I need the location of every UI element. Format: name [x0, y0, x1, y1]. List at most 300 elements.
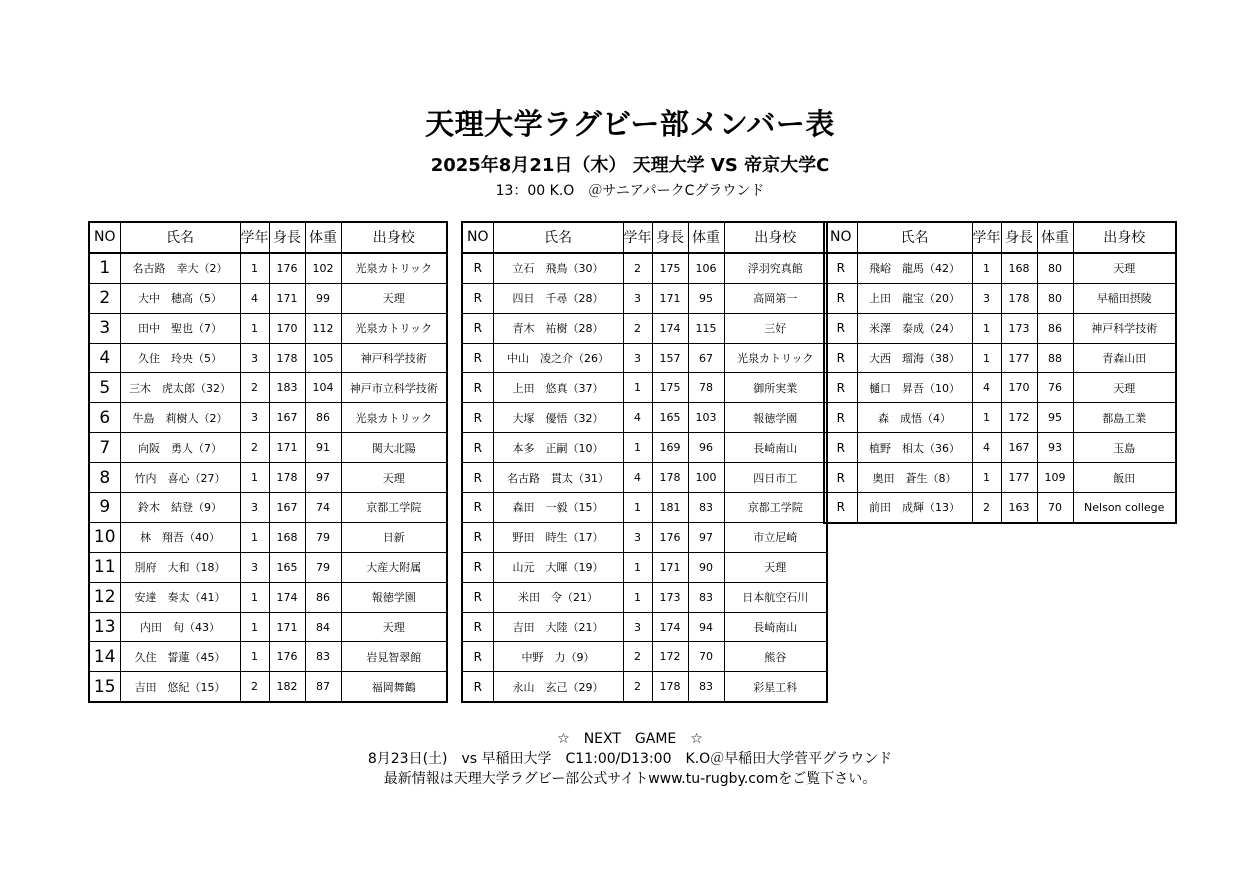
player-name: 本多 正嗣（10） — [493, 433, 623, 463]
player-school: 神戸市立科学技術 — [341, 373, 447, 403]
player-no: R — [462, 552, 493, 582]
table-row — [462, 403, 827, 433]
player-no: 1 — [89, 253, 120, 283]
player-height: 171 — [269, 283, 305, 313]
player-weight: 80 — [1037, 283, 1073, 313]
player-no: R — [462, 672, 493, 702]
player-height: 167 — [1001, 433, 1037, 463]
player-no: R — [824, 493, 857, 523]
player-year: 3 — [972, 283, 1001, 313]
table-row — [89, 283, 447, 313]
player-name: 飛峪 龍馬（42） — [857, 253, 972, 283]
table-row — [89, 253, 447, 283]
player-year: 1 — [623, 373, 652, 403]
player-name: 内田 旬（43） — [120, 612, 240, 642]
player-name: 中山 凌之介（26） — [493, 343, 623, 373]
player-year: 1 — [623, 493, 652, 523]
player-no: R — [824, 253, 857, 283]
player-name: 名古路 幸大（2） — [120, 253, 240, 283]
table-row — [462, 522, 827, 552]
player-weight: 105 — [305, 343, 341, 373]
player-school: 長崎南山 — [724, 612, 827, 642]
player-year: 2 — [623, 642, 652, 672]
player-height: 169 — [652, 433, 688, 463]
table-row — [462, 493, 827, 523]
next-game-heading: ☆ NEXT GAME ☆ — [557, 731, 703, 747]
player-weight: 86 — [1037, 313, 1073, 343]
player-school: 市立尼崎 — [724, 522, 827, 552]
player-year: 1 — [623, 582, 652, 612]
table-row — [824, 433, 1176, 463]
player-height: 168 — [269, 522, 305, 552]
table-row — [89, 403, 447, 433]
player-school: 天理 — [341, 463, 447, 493]
player-name: 名古路 貫太（31） — [493, 463, 623, 493]
player-school: 大産大附属 — [341, 552, 447, 582]
player-height: 165 — [652, 403, 688, 433]
table-row — [462, 463, 827, 493]
table-row — [462, 642, 827, 672]
player-school: 光泉カトリック — [341, 313, 447, 343]
player-no: 4 — [89, 343, 120, 373]
player-no: R — [462, 463, 493, 493]
player-weight: 70 — [1037, 493, 1073, 523]
player-weight: 115 — [688, 313, 724, 343]
player-name: 米澤 泰成（24） — [857, 313, 972, 343]
header-name: 氏名 — [493, 222, 623, 253]
table-row — [824, 493, 1176, 523]
player-name: 牛島 莉樹人（2） — [120, 403, 240, 433]
player-name: 四日 千尋（28） — [493, 283, 623, 313]
player-school: 天理 — [341, 612, 447, 642]
player-height: 178 — [652, 463, 688, 493]
player-no: R — [824, 343, 857, 373]
player-no: R — [462, 253, 493, 283]
player-year: 2 — [240, 373, 269, 403]
player-no: 12 — [89, 582, 120, 612]
table-row — [89, 612, 447, 642]
player-year: 4 — [972, 433, 1001, 463]
player-school: 都島工業 — [1073, 403, 1176, 433]
player-name: 安達 奏太（41） — [120, 582, 240, 612]
player-year: 1 — [240, 522, 269, 552]
player-weight: 83 — [688, 672, 724, 702]
table-row — [89, 552, 447, 582]
player-weight: 109 — [1037, 463, 1073, 493]
player-school: 浮羽究真館 — [724, 253, 827, 283]
player-school: 御所実業 — [724, 373, 827, 403]
kickoff-info: 13：00 K.O ＠サニアパークCグラウンド — [495, 183, 765, 199]
player-height: 163 — [1001, 493, 1037, 523]
player-no: R — [462, 313, 493, 343]
player-name: 大塚 優悟（32） — [493, 403, 623, 433]
table-row — [462, 253, 827, 283]
player-height: 168 — [1001, 253, 1037, 283]
player-weight: 83 — [305, 642, 341, 672]
player-weight: 80 — [1037, 253, 1073, 283]
player-name: 田中 聖也（7） — [120, 313, 240, 343]
player-year: 1 — [972, 403, 1001, 433]
player-school: 長崎南山 — [724, 433, 827, 463]
table-row — [824, 283, 1176, 313]
player-name: 奥田 蒼生（8） — [857, 463, 972, 493]
player-school: 青森山田 — [1073, 343, 1176, 373]
player-height: 174 — [652, 313, 688, 343]
player-weight: 74 — [305, 493, 341, 523]
player-name: 吉田 大陸（21） — [493, 612, 623, 642]
player-name: 吉田 悠紀（15） — [120, 672, 240, 702]
player-school: 岩見智翠館 — [341, 642, 447, 672]
table-row — [89, 433, 447, 463]
player-school: 天理 — [724, 552, 827, 582]
player-weight: 102 — [305, 253, 341, 283]
table-row — [89, 493, 447, 523]
table-row — [89, 672, 447, 702]
player-no: 2 — [89, 283, 120, 313]
player-height: 176 — [652, 522, 688, 552]
player-school: 天理 — [341, 283, 447, 313]
header-school: 出身校 — [1073, 222, 1176, 253]
player-weight: 93 — [1037, 433, 1073, 463]
player-height: 182 — [269, 672, 305, 702]
table-header-row — [462, 222, 827, 253]
player-height: 171 — [652, 552, 688, 582]
player-school: 関大北陽 — [341, 433, 447, 463]
player-weight: 70 — [688, 642, 724, 672]
player-year: 2 — [623, 672, 652, 702]
player-name: 米田 令（21） — [493, 582, 623, 612]
player-weight: 76 — [1037, 373, 1073, 403]
player-year: 1 — [240, 612, 269, 642]
player-no: 8 — [89, 463, 120, 493]
player-name: 久住 玲央（5） — [120, 343, 240, 373]
player-school: 光泉カトリック — [341, 403, 447, 433]
player-no: R — [462, 343, 493, 373]
player-name: 大西 瑠海（38） — [857, 343, 972, 373]
player-no: 10 — [89, 522, 120, 552]
player-height: 165 — [269, 552, 305, 582]
player-height: 176 — [269, 642, 305, 672]
player-school: 報徳学園 — [724, 403, 827, 433]
player-name: 上田 龍宝（20） — [857, 283, 972, 313]
player-school: 報徳学園 — [341, 582, 447, 612]
player-weight: 83 — [688, 582, 724, 612]
player-height: 174 — [652, 612, 688, 642]
player-school: 日新 — [341, 522, 447, 552]
player-weight: 91 — [305, 433, 341, 463]
player-height: 178 — [269, 463, 305, 493]
table-row — [824, 373, 1176, 403]
table-row — [462, 313, 827, 343]
header-weight: 体重 — [305, 222, 341, 253]
player-height: 176 — [269, 253, 305, 283]
player-school: 天理 — [1073, 373, 1176, 403]
player-name: 森 成悟（4） — [857, 403, 972, 433]
player-no: R — [462, 522, 493, 552]
player-year: 2 — [972, 493, 1001, 523]
player-year: 1 — [240, 253, 269, 283]
player-school: 高岡第一 — [724, 283, 827, 313]
table-row — [462, 373, 827, 403]
player-year: 3 — [623, 343, 652, 373]
player-year: 4 — [623, 403, 652, 433]
player-school: 福岡舞鶴 — [341, 672, 447, 702]
header-height: 身長 — [269, 222, 305, 253]
table-row — [462, 343, 827, 373]
player-height: 178 — [652, 672, 688, 702]
table-row — [824, 463, 1176, 493]
website-info: 最新情報は天理大学ラグビー部公式サイトwww.tu-rugby.comをご覧下さい。 — [383, 771, 877, 787]
player-height: 181 — [652, 493, 688, 523]
player-school: 天理 — [1073, 253, 1176, 283]
player-name: 大中 穂高（5） — [120, 283, 240, 313]
player-school: 光泉カトリック — [341, 253, 447, 283]
table-row — [89, 582, 447, 612]
player-weight: 112 — [305, 313, 341, 343]
table-row — [824, 253, 1176, 283]
player-height: 170 — [1001, 373, 1037, 403]
player-name: 野田 時生（17） — [493, 522, 623, 552]
player-weight: 100 — [688, 463, 724, 493]
player-height: 174 — [269, 582, 305, 612]
header-weight: 体重 — [688, 222, 724, 253]
header-no: NO — [89, 222, 120, 253]
player-year: 1 — [240, 313, 269, 343]
player-year: 1 — [240, 463, 269, 493]
table-row — [462, 552, 827, 582]
table-header-row — [89, 222, 447, 253]
player-no: R — [824, 463, 857, 493]
table-row — [824, 403, 1176, 433]
player-name: 山元 大暉（19） — [493, 552, 623, 582]
header-no: NO — [462, 222, 493, 253]
player-weight: 67 — [688, 343, 724, 373]
player-weight: 86 — [305, 582, 341, 612]
player-weight: 97 — [305, 463, 341, 493]
player-no: 15 — [89, 672, 120, 702]
player-weight: 94 — [688, 612, 724, 642]
player-year: 4 — [240, 283, 269, 313]
reserves-table-1 — [461, 221, 828, 703]
player-no: 14 — [89, 642, 120, 672]
table-header-row — [824, 222, 1176, 253]
player-year: 3 — [240, 493, 269, 523]
player-no: 6 — [89, 403, 120, 433]
player-name: 上田 悠真（37） — [493, 373, 623, 403]
table-row — [462, 672, 827, 702]
player-height: 170 — [269, 313, 305, 343]
player-name: 向阪 勇人（7） — [120, 433, 240, 463]
player-no: R — [462, 403, 493, 433]
player-height: 177 — [1001, 463, 1037, 493]
player-no: 11 — [89, 552, 120, 582]
player-no: R — [462, 642, 493, 672]
player-year: 4 — [623, 463, 652, 493]
player-no: R — [824, 433, 857, 463]
player-year: 1 — [623, 552, 652, 582]
player-weight: 104 — [305, 373, 341, 403]
header-school: 出身校 — [341, 222, 447, 253]
player-school: 熊谷 — [724, 642, 827, 672]
player-school: 三好 — [724, 313, 827, 343]
table-row — [89, 313, 447, 343]
player-height: 171 — [269, 433, 305, 463]
player-name: 三木 虎太郎（32） — [120, 373, 240, 403]
header-name: 氏名 — [857, 222, 972, 253]
header-year: 学年 — [972, 222, 1001, 253]
player-year: 3 — [240, 343, 269, 373]
starters-table — [88, 221, 448, 703]
player-school: 玉島 — [1073, 433, 1176, 463]
player-school: Nelson college — [1073, 493, 1176, 523]
player-height: 171 — [269, 612, 305, 642]
player-name: 鈴木 結登（9） — [120, 493, 240, 523]
next-game-schedule: 8月23日(土) vs 早稲田大学 C11:00/D13:00 K.O＠早稲田大学菅平グラウンド — [367, 751, 893, 767]
player-name: 竹内 喜心（27） — [120, 463, 240, 493]
player-weight: 78 — [688, 373, 724, 403]
player-weight: 84 — [305, 612, 341, 642]
table-row — [89, 343, 447, 373]
player-weight: 87 — [305, 672, 341, 702]
player-name: 前田 成輝（13） — [857, 493, 972, 523]
player-weight: 95 — [1037, 403, 1073, 433]
table-row — [462, 433, 827, 463]
player-no: R — [462, 612, 493, 642]
player-height: 172 — [652, 642, 688, 672]
table-row — [89, 373, 447, 403]
player-school: 光泉カトリック — [724, 343, 827, 373]
player-weight: 79 — [305, 552, 341, 582]
player-weight: 106 — [688, 253, 724, 283]
header-school: 出身校 — [724, 222, 827, 253]
header-year: 学年 — [240, 222, 269, 253]
player-school: 神戸科学技術 — [1073, 313, 1176, 343]
player-school: 日本航空石川 — [724, 582, 827, 612]
player-school: 京都工学院 — [341, 493, 447, 523]
player-no: R — [824, 283, 857, 313]
player-height: 178 — [1001, 283, 1037, 313]
player-year: 1 — [972, 343, 1001, 373]
player-weight: 88 — [1037, 343, 1073, 373]
player-no: 9 — [89, 493, 120, 523]
player-height: 178 — [269, 343, 305, 373]
player-no: R — [462, 433, 493, 463]
player-name: 立石 飛鳥（30） — [493, 253, 623, 283]
table-row — [824, 313, 1176, 343]
table-row — [462, 582, 827, 612]
table-row — [89, 642, 447, 672]
player-school: 京都工学院 — [724, 493, 827, 523]
player-no: 3 — [89, 313, 120, 343]
player-school: 彩星工科 — [724, 672, 827, 702]
table-row — [89, 463, 447, 493]
player-year: 1 — [972, 313, 1001, 343]
header-height: 身長 — [652, 222, 688, 253]
header-height: 身長 — [1001, 222, 1037, 253]
player-height: 171 — [652, 283, 688, 313]
player-no: R — [824, 313, 857, 343]
player-name: 森田 一毅（15） — [493, 493, 623, 523]
player-no: R — [462, 582, 493, 612]
player-weight: 95 — [688, 283, 724, 313]
player-name: 中野 力（9） — [493, 642, 623, 672]
player-no: 5 — [89, 373, 120, 403]
player-no: 13 — [89, 612, 120, 642]
player-no: R — [462, 373, 493, 403]
player-weight: 86 — [305, 403, 341, 433]
player-height: 175 — [652, 373, 688, 403]
player-height: 177 — [1001, 343, 1037, 373]
player-name: 別府 大和（18） — [120, 552, 240, 582]
header-year: 学年 — [623, 222, 652, 253]
player-no: 7 — [89, 433, 120, 463]
player-year: 1 — [972, 463, 1001, 493]
page-title: 天理大学ラグビー部メンバー表 — [425, 107, 835, 141]
player-weight: 97 — [688, 522, 724, 552]
player-height: 172 — [1001, 403, 1037, 433]
player-year: 2 — [240, 672, 269, 702]
player-height: 173 — [1001, 313, 1037, 343]
reserves-table-2 — [823, 221, 1177, 524]
player-school: 飯田 — [1073, 463, 1176, 493]
table-row — [462, 612, 827, 642]
player-height: 173 — [652, 582, 688, 612]
player-year: 1 — [623, 433, 652, 463]
player-year: 2 — [623, 313, 652, 343]
player-height: 175 — [652, 253, 688, 283]
player-weight: 79 — [305, 522, 341, 552]
player-no: R — [824, 373, 857, 403]
player-no: R — [462, 493, 493, 523]
player-weight: 90 — [688, 552, 724, 582]
player-school: 四日市工 — [724, 463, 827, 493]
header-weight: 体重 — [1037, 222, 1073, 253]
table-row — [89, 522, 447, 552]
player-year: 1 — [972, 253, 1001, 283]
player-no: R — [824, 403, 857, 433]
player-no: R — [462, 283, 493, 313]
player-height: 167 — [269, 403, 305, 433]
header-name: 氏名 — [120, 222, 240, 253]
header-no: NO — [824, 222, 857, 253]
match-info: 2025年8月21日（木） 天理大学 VS 帝京大学C — [430, 155, 830, 176]
player-name: 樋口 昇吾（10） — [857, 373, 972, 403]
player-year: 3 — [623, 283, 652, 313]
player-year: 2 — [623, 253, 652, 283]
player-name: 青木 祐樹（28） — [493, 313, 623, 343]
player-name: 永山 玄己（29） — [493, 672, 623, 702]
player-weight: 99 — [305, 283, 341, 313]
player-year: 1 — [240, 582, 269, 612]
player-year: 4 — [972, 373, 1001, 403]
player-name: 植野 相太（36） — [857, 433, 972, 463]
player-school: 神戸科学技術 — [341, 343, 447, 373]
player-height: 157 — [652, 343, 688, 373]
player-year: 3 — [240, 403, 269, 433]
player-weight: 96 — [688, 433, 724, 463]
player-year: 3 — [623, 612, 652, 642]
player-year: 2 — [240, 433, 269, 463]
player-weight: 103 — [688, 403, 724, 433]
table-row — [824, 343, 1176, 373]
player-name: 久住 誓蓮（45） — [120, 642, 240, 672]
table-row — [462, 283, 827, 313]
player-year: 3 — [240, 552, 269, 582]
player-name: 林 翔吾（40） — [120, 522, 240, 552]
player-height: 183 — [269, 373, 305, 403]
player-height: 167 — [269, 493, 305, 523]
player-year: 1 — [240, 642, 269, 672]
